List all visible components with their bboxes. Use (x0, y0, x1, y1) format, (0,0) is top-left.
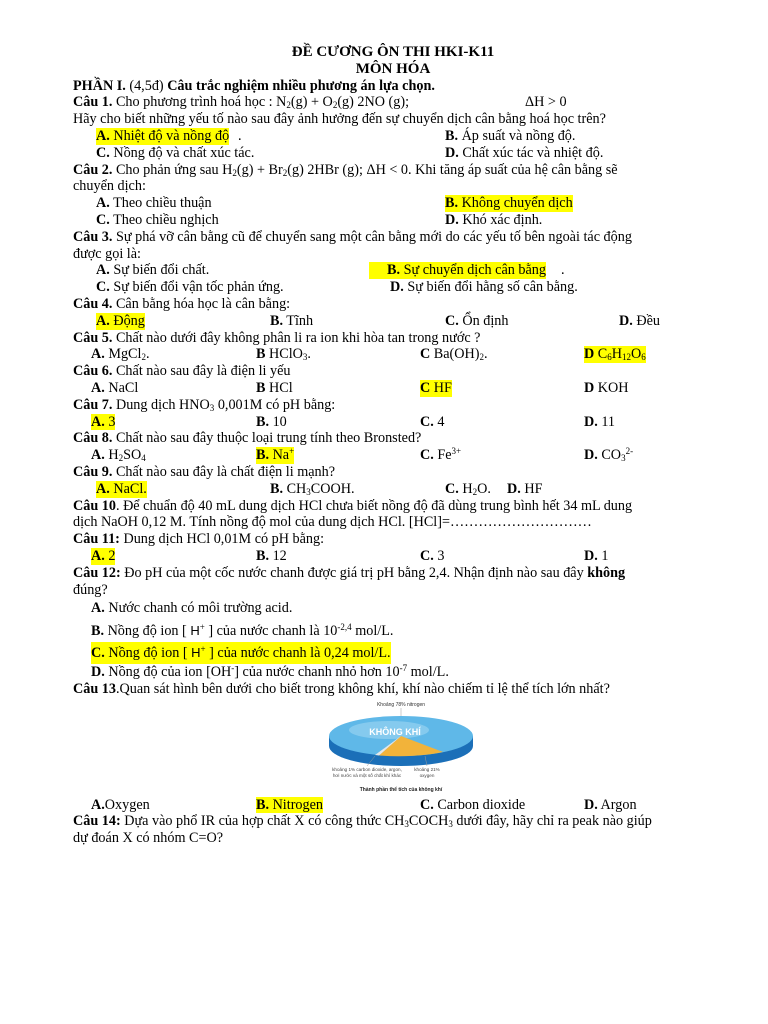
q14-stem-2: dự đoán X có nhóm C=O? (73, 830, 224, 847)
q2-stem (73, 162, 713, 179)
part-points: (4,5đ) (129, 77, 164, 94)
q12-not: không (587, 564, 626, 581)
right-label-2: oxygen (419, 772, 435, 778)
q12-option-b[interactable]: B. Nồng độ ion [ H+ ] của nước chanh là $10^{-2,4}$ mol/L. (91, 622, 394, 640)
q5-text: Chất nào dưới đây không phân li ra ion khi hòa tan trong nước ? (115, 329, 481, 346)
figure-top-label: Khoảng 78% nitrogen (376, 701, 426, 708)
q6-option-a[interactable]: A. NaCl (91, 379, 139, 396)
q7-option-d[interactable]: D. 11 (584, 413, 616, 430)
q9-option-b[interactable]: B. $CH_3COOH$. (270, 480, 355, 497)
q10-stem (73, 498, 713, 515)
q5-option-a[interactable]: A. MgCl$_2$. (91, 346, 150, 363)
q12-stem-2: đúng? (73, 581, 108, 598)
q8-option-d[interactable]: D. $CO_3^{2-}$ (584, 446, 634, 464)
q5-option-b[interactable]: B HClO$_3$. (256, 346, 311, 363)
figure-caption: Thành phần thể tích của không khí (359, 786, 443, 793)
q2-options-row2 (73, 212, 713, 229)
q1-stem (73, 94, 713, 111)
q5-option-d[interactable]: D $C_6H_{12}O_6$ (584, 346, 646, 363)
q4-options (73, 313, 713, 330)
q4-stem (73, 296, 713, 313)
q10-number: Câu 10 (73, 497, 116, 514)
q9-stem (73, 464, 713, 481)
left-label-2: hơi nước và một số chất khí khác (332, 772, 402, 778)
q3-option-c[interactable]: C. Sự biến đổi vận tốc phản ứng. (96, 279, 284, 296)
q4-text: Cân bằng hóa học là cân bằng: (115, 295, 291, 312)
q4-option-b[interactable]: B. Tĩnh (270, 312, 314, 329)
q3-stem (73, 229, 713, 246)
part1-heading (73, 78, 713, 95)
figure-center-label: KHÔNG KHÍ (369, 726, 421, 737)
q3-options-row2 (73, 279, 713, 296)
q1-option-b[interactable]: B. Áp suất và nồng độ. (445, 127, 576, 144)
q7-option-c[interactable]: C. 4 (420, 413, 445, 430)
q2-options-row1 (73, 195, 713, 212)
q8-stem (73, 430, 713, 447)
q7-option-a[interactable]: A. 3 (91, 413, 116, 430)
q11-number: Câu 11: (73, 531, 120, 548)
q9-option-d[interactable]: D. HF (507, 480, 543, 497)
q1-options-row2 (73, 145, 713, 162)
q3-option-b[interactable]: B. Sự chuyển dịch cân bằng (369, 262, 546, 279)
q8-text: Chất nào sau đây thuộc loại trung tính theo Bronsted? (115, 430, 422, 447)
q9-option-c[interactable]: C. $H_2O$. (445, 480, 491, 497)
q6-option-d[interactable]: D KOH (584, 379, 629, 396)
q2-option-a[interactable]: A. Theo chiều thuận (96, 195, 212, 212)
q9-text: Chất nào sau đây là chất điện li mạnh? (115, 463, 336, 480)
left-label-1: khoảng 1% carbon dioxide, argon, (332, 766, 402, 772)
q2-option-d[interactable]: D. Khó xác định. (445, 211, 543, 228)
right-label-1: khoảng 21% (414, 766, 440, 772)
q4-number: Câu 4. (73, 295, 113, 312)
air-composition-figure (73, 700, 713, 796)
q1-enthalpy: ΔH > 0 (525, 94, 567, 111)
doc-subject: MÔN HÓA (355, 60, 431, 77)
q11-stem (73, 531, 713, 548)
q1-stem-2: Hãy cho biết những yếu tố nào sau đây ảnh hưởng đến sự chuyển dịch cân bằng hoá học trên? (73, 111, 606, 128)
q12-number: Câu 12: (73, 564, 121, 581)
q7-option-b[interactable]: B. 10 (256, 413, 287, 430)
q6-text: Chất nào sau đây là điện li yếu (115, 363, 291, 380)
q10-stem-2: dịch NaOH 0,12 M. Tính nồng độ mol của dung dịch HCl. [HCl]=………………………… (73, 514, 592, 531)
q12-option-a-row (73, 600, 713, 617)
q9-option-a[interactable]: A. NaCl. (96, 480, 147, 497)
q8-option-a[interactable]: A. $H_2SO_4$ (91, 447, 146, 464)
q13-option-c[interactable]: C. Carbon dioxide (420, 796, 526, 813)
exam-document (73, 44, 713, 847)
q1-options-row1: A. Nhiệt độ và nồng độ . B. Áp suất và nồng độ. (96, 127, 576, 144)
q11-option-d[interactable]: D. 1 (584, 547, 609, 564)
q14-stem (73, 813, 713, 830)
q12-text: Đo pH của một cốc nước chanh được giá trị pH bằng 2,4. Nhận định nào sau đây (120, 564, 588, 581)
q11-options (73, 548, 713, 565)
q1-option-c[interactable]: C. Nồng độ và chất xúc tác. (96, 144, 255, 161)
q3-option-d[interactable]: D. Sự biến đổi hằng số cân bằng. (390, 279, 578, 296)
q11-text: Dung dịch HCl 0,01M có pH bằng: (119, 531, 325, 548)
q5-options (73, 346, 713, 363)
q8-options (73, 447, 713, 464)
q12-option-d[interactable]: D. Nồng độ của ion [OH-] của nước chanh nhỏ hơn $10^{-7}$ mol/L. (91, 663, 449, 681)
q5-option-c[interactable]: C $Ba(OH)_2$. (420, 346, 488, 363)
q12-option-d-row (73, 664, 713, 681)
q12-option-c[interactable]: C. Nồng độ ion [ H+ ] của nước chanh là 0,24 mol/L. (91, 642, 391, 664)
q4-option-d[interactable]: D. Đều (619, 312, 660, 329)
q6-option-c[interactable]: C HF (420, 379, 452, 396)
part-label: PHẦN I. (73, 77, 126, 94)
q3-options-row1: A. Sự biến đổi chất. B. Sự chuyển dịch cân bằng . (96, 262, 565, 279)
q7-text: Dung dịch $HNO_3$ 0,001M có pH bằng: (115, 396, 336, 413)
q5-number: Câu 5. (73, 329, 113, 346)
q13-option-a[interactable]: A.Oxygen (91, 796, 150, 813)
q8-option-c[interactable]: C. $Fe^{3+}$ (420, 446, 462, 464)
q5-stem (73, 330, 713, 347)
q14-text: Dựa vào phổ IR của hợp chất X có công thức $CH_3COCH_3$ dưới đây, hãy chỉ ra peak nào giúp (120, 813, 652, 830)
q13-options (73, 797, 713, 814)
q11-option-b[interactable]: B. 12 (256, 547, 287, 564)
q6-options (73, 380, 713, 397)
q4-option-a[interactable]: A. Động (96, 312, 145, 329)
doc-title: ĐỀ CƯƠNG ÔN THI HKI-K11 (291, 44, 495, 60)
q13-text: .Quan sát hình bên dưới cho biết trong không khí, khí nào chiếm tỉ lệ thể tích lớn nhất? (115, 680, 610, 697)
q7-number: Câu 7. (73, 396, 113, 413)
q7-stem (73, 397, 713, 414)
q13-option-d[interactable]: D. Argon (584, 796, 637, 813)
q9-number: Câu 9. (73, 463, 113, 480)
q2-stem-2: chuyển dịch: (73, 178, 146, 195)
q13-option-b[interactable]: B. Nitrogen (256, 796, 323, 813)
q12-option-b-row (73, 620, 713, 642)
q6-number: Câu 6. (73, 363, 113, 380)
q2-text: Cho phản ứng sau $H_2(g) + Br_2(g)$ 2HBr (g); ΔH < 0. Khi tăng áp suất của hệ cân bằng sẽ (115, 161, 618, 178)
q11-option-c[interactable]: C. 3 (420, 547, 445, 564)
q12-option-a[interactable]: A. Nước chanh có môi trường acid. (91, 600, 293, 617)
q6-option-b[interactable]: B HCl (256, 379, 293, 396)
q1-option-a[interactable]: A. Nhiệt độ và nồng độ (96, 127, 230, 144)
q1-number: Câu 1. (73, 94, 113, 111)
q11-option-a[interactable]: A. 2 (91, 547, 116, 564)
part-desc: Câu trắc nghiệm nhiều phương án lựa chọn. (167, 77, 435, 94)
q3-stem-2: được gọi là: (73, 245, 141, 262)
q1-option-d[interactable]: D. Chất xúc tác và nhiệt độ. (445, 144, 604, 161)
q2-option-b[interactable]: B. Không chuyển dịch (445, 195, 573, 212)
q7-options (73, 414, 713, 431)
q12-stem (73, 565, 713, 582)
q3-text: Sự phá vỡ cân bằng cũ để chuyển sang một cân bằng mới do các yếu tố bên ngoài tác động (115, 228, 632, 245)
q14-number: Câu 14: (73, 813, 121, 830)
q8-option-b[interactable]: B. Na+ (256, 446, 295, 464)
q12-option-c-row (73, 642, 713, 664)
q10-text: . Để chuẩn độ 40 mL dung dịch HCl chưa biết nồng độ đã dùng trung bình hết 34 mL dung (115, 497, 633, 514)
q1-text: Cho phương trình hoá học : $N_2(g) + O_2(g)$ 2NO (g); (115, 94, 410, 111)
q3-option-a[interactable]: A. Sự biến đổi chất. (96, 262, 210, 279)
air-pie-figure (321, 700, 481, 796)
q4-option-c[interactable]: C. Ổn định (445, 312, 509, 329)
q8-number: Câu 8. (73, 430, 113, 447)
q9-options (73, 481, 713, 498)
q2-number: Câu 2. (73, 161, 113, 178)
q3-number: Câu 3. (73, 228, 113, 245)
q13-stem (73, 681, 713, 698)
q2-option-c[interactable]: C. Theo chiều nghịch (96, 211, 219, 228)
q6-stem (73, 363, 713, 380)
q13-number: Câu 13 (73, 680, 116, 697)
